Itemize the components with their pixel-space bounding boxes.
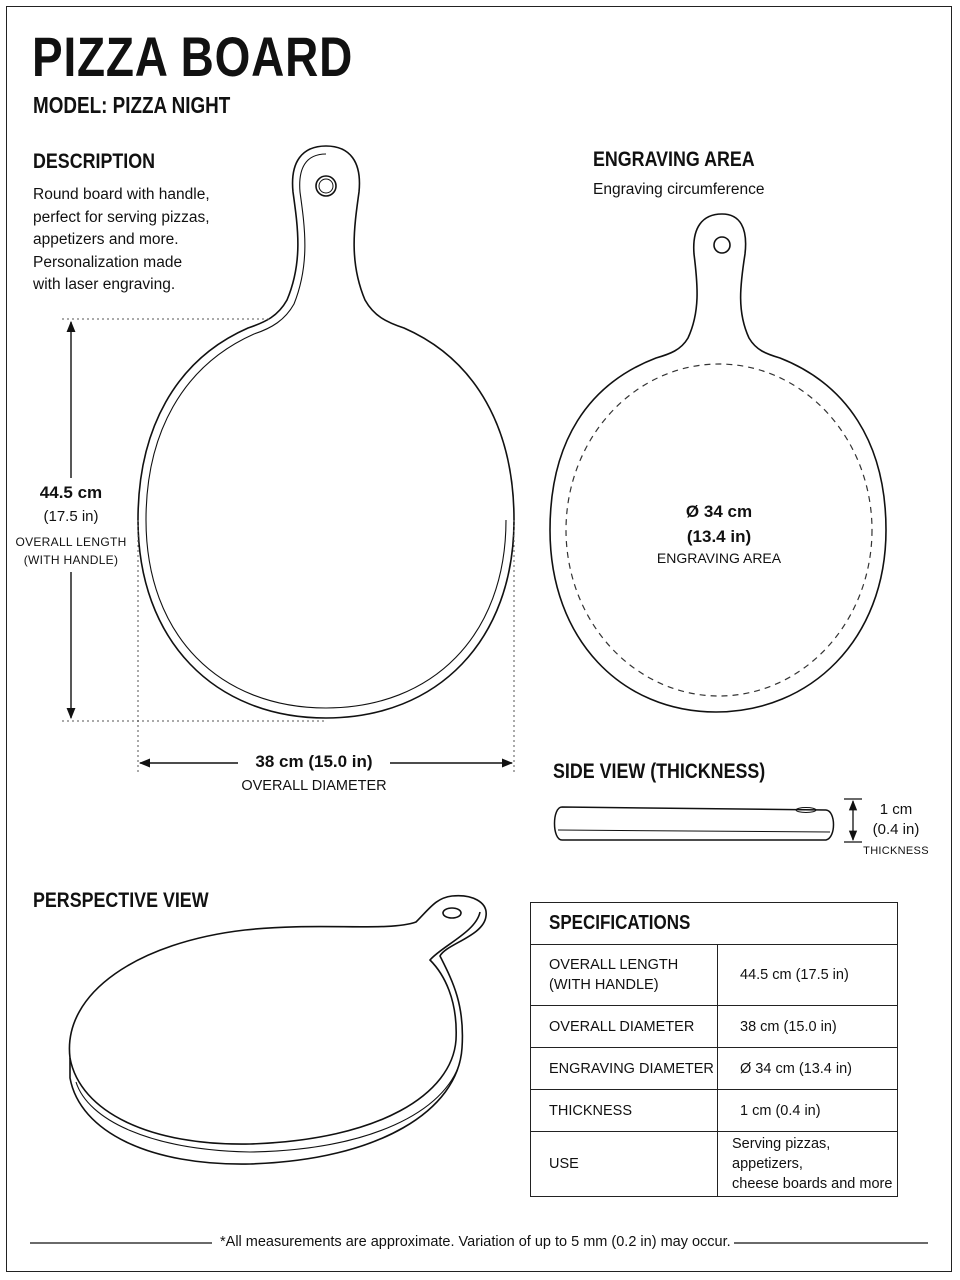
specifications-table [530,902,898,1197]
dimension-guides [62,319,514,772]
description-line: with laser engraving. [33,276,176,293]
length-value: 44.5 cm [39,483,103,502]
engraving-label: ENGRAVING AREA [656,550,782,566]
spec-value: 38 cm (15.0 in) [718,1006,898,1048]
perspective-heading: PERSPECTIVE VIEW [33,889,209,912]
spec-label: THICKNESS [531,1090,718,1132]
perspective-board [69,896,486,1164]
engraving-hang-hole [714,237,730,253]
page-title: PIZZA BOARD [32,25,354,88]
spec-value: Ø 34 cm (13.4 in) [718,1048,898,1090]
engraving-imperial: (13.4 in) [686,527,752,546]
spec-value: 1 cm (0.4 in) [718,1090,898,1132]
thickness-label: THICKNESS [863,845,929,857]
spec-label: ENGRAVING DIAMETER [531,1048,718,1090]
side-view-heading: SIDE VIEW (THICKNESS) [553,760,766,783]
engraving-subtitle: Engraving circumference [593,181,765,198]
engraving-value: Ø 34 cm [685,502,753,521]
table-row [531,1132,898,1197]
table-row [531,1048,898,1090]
length-label-1: OVERALL LENGTH [15,535,127,549]
thickness-dimension-arrow [844,799,862,842]
front-board-outline [138,146,514,718]
description-line: Personalization made [33,253,183,271]
side-view-board [555,807,834,840]
table-row [531,945,898,1006]
specifications-heading: SPECIFICATIONS [531,903,898,945]
table-row [531,1006,898,1048]
description-line: perfect for serving pizzas, [33,208,210,226]
diameter-label: OVERALL DIAMETER [241,778,387,794]
thickness-imperial: (0.4 in) [872,821,920,838]
front-view-board [138,146,514,718]
footnote: *All measurements are approximate. Variation of up to 5 mm (0.2 in) may occur. [220,1234,731,1250]
spec-label: OVERALL LENGTH (WITH HANDLE) [531,945,718,1006]
thickness-value: 1 cm [879,801,913,818]
diameter-value: 38 cm (15.0 in) [255,752,373,771]
model-name: MODEL: PIZZA NIGHT [33,92,231,118]
spec-value: 44.5 cm (17.5 in) [718,945,898,1006]
front-board-inner-edge [146,154,506,708]
table-row [531,1090,898,1132]
engraving-heading: ENGRAVING AREA [593,148,755,171]
length-label-2: (WITH HANDLE) [23,553,119,567]
length-imperial: (17.5 in) [43,508,99,525]
description-line: appetizers and more. [33,231,179,248]
spec-label: USE [531,1132,718,1197]
description-line: Round board with handle, [33,186,210,203]
spec-value: Serving pizzas, appetizers, cheese boards and more [718,1132,898,1197]
spec-label: OVERALL DIAMETER [531,1006,718,1048]
perspective-hang-hole [443,908,461,918]
description-heading: DESCRIPTION [33,150,155,173]
engraving-view-board [550,214,886,712]
